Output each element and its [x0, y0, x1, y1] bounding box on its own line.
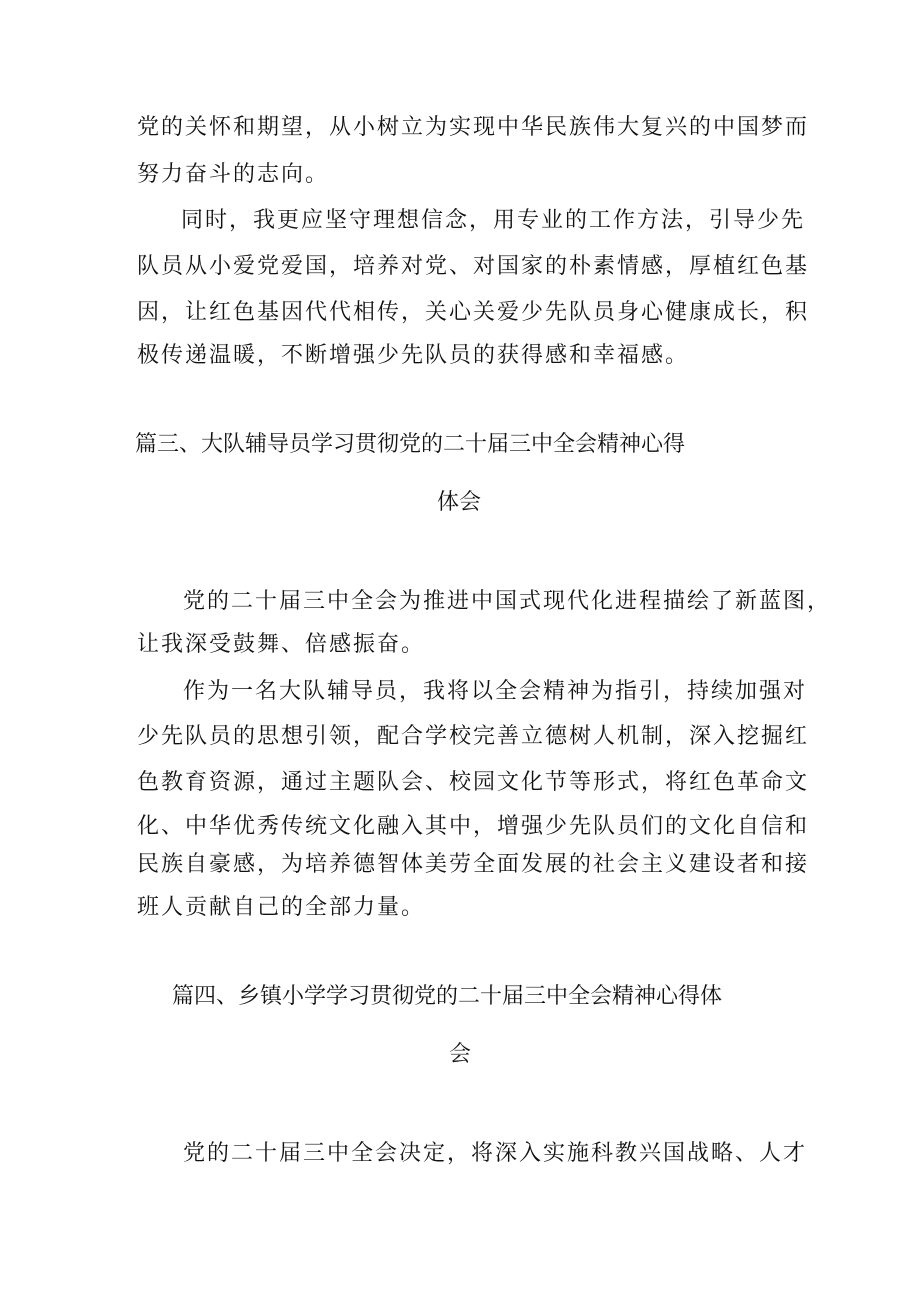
paragraph-line: 努力奋斗的志向。	[137, 162, 330, 187]
paragraph-line: 党的二十届三中全会决定，将深入实施科教兴国战略、人才	[183, 1141, 808, 1166]
paragraph-line: 少先队员的思想引领，配合学校完善立德树人机制，深入挖掘红	[137, 724, 810, 749]
section-title-continuation: 体会	[437, 490, 482, 515]
paragraph-line: 同时，我更应坚守理想信念，用专业的工作方法，引导少先	[181, 208, 806, 233]
paragraph-line: 党的二十届三中全会为推进中国式现代化进程描绘了新蓝图，	[183, 589, 832, 614]
paragraph-line: 让我深受鼓舞、倍感振奋。	[137, 632, 426, 657]
paragraph-line: 班人贡献自己的全部力量。	[137, 895, 426, 920]
paragraph-line: 化、中华优秀传统文化融入其中，增强少先队员们的文化自信和	[137, 814, 810, 839]
paragraph-line: 极传递温暖，不断增强少先队员的获得感和幸福感。	[137, 343, 690, 368]
paragraph-line: 民族自豪感，为培养德智体美劳全面发展的社会主义建设者和接	[137, 852, 810, 877]
section-title-continuation: 会	[449, 1042, 472, 1067]
paragraph-line: 因，让红色基因代代相传，关心关爱少先队员身心健康成长，积	[137, 300, 810, 325]
section-title: 篇三、大队辅导员学习贯彻党的二十届三中全会精神心得	[135, 432, 686, 457]
paragraph-line: 色教育资源，通过主题队会、校园文化节等形式，将红色革命文	[137, 770, 810, 795]
paragraph-line: 党的关怀和期望，从小树立为实现中华民族伟大复兴的中国梦而	[137, 115, 810, 140]
paragraph-line: 队员从小爱党爱国，培养对党、对国家的朴素情感，厚植红色基	[137, 254, 810, 279]
paragraph-line: 作为一名大队辅导员，我将以全会精神为指引，持续加强对	[183, 679, 808, 704]
section-title: 篇四、乡镇小学学习贯彻党的二十届三中全会精神心得体	[172, 984, 723, 1009]
